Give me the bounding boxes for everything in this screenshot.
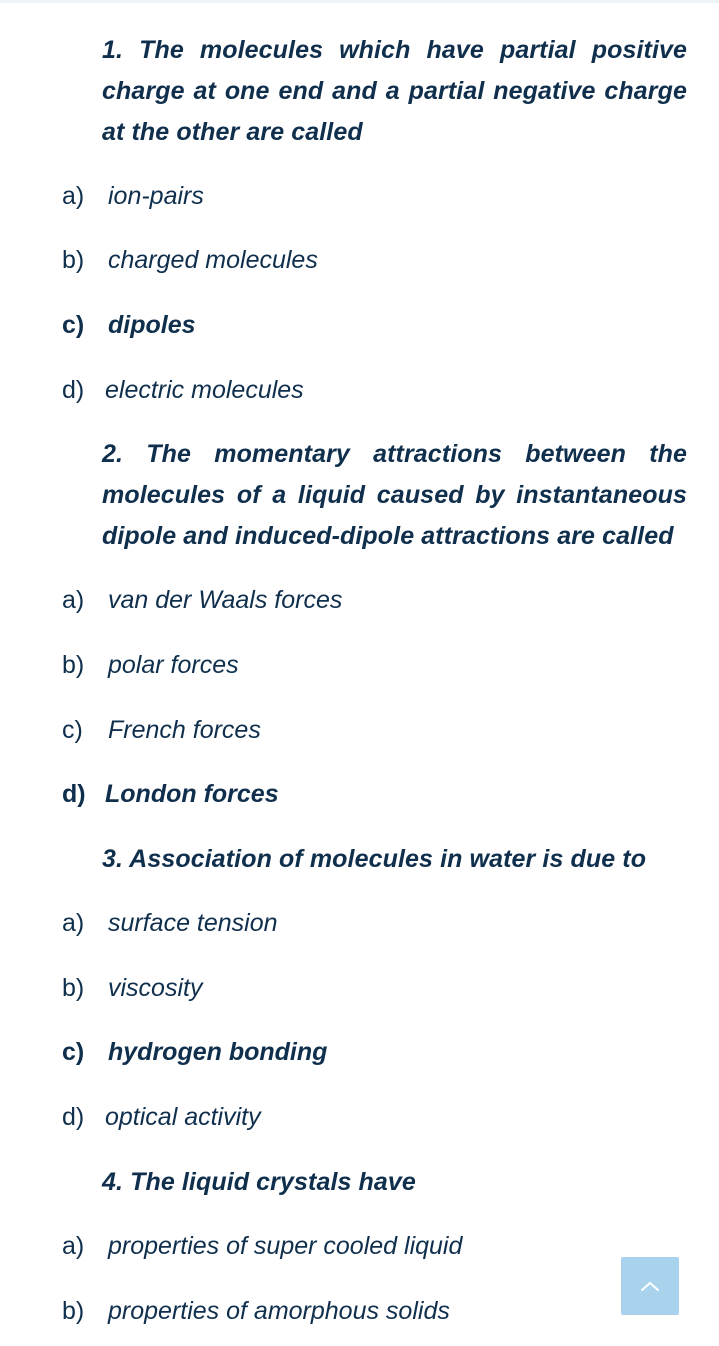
option-letter: a) [62,1232,85,1260]
option-text: polar forces [108,651,239,679]
question-2-option-c[interactable] [62,713,622,747]
option-text: charged molecules [108,246,318,274]
option-text: properties of amorphous solids [108,1297,450,1325]
question-2-option-d-correct[interactable] [62,777,622,811]
option-text: French forces [108,716,261,744]
option-letter: c) [62,716,83,744]
question-3-option-d[interactable] [62,1100,622,1134]
option-letter: b) [62,974,85,1002]
option-letter: b) [62,246,85,274]
question-1-option-d[interactable] [62,373,622,407]
option-letter: c) [62,311,85,339]
question-3-option-a[interactable] [62,906,622,940]
question-2-option-a[interactable] [62,583,622,617]
question-1-option-b[interactable] [62,243,622,277]
option-text: London forces [105,780,279,808]
option-letter: b) [62,651,85,679]
option-letter: d) [62,1103,85,1131]
option-text: properties of super cooled liquid [108,1232,463,1260]
option-letter: a) [62,586,85,614]
question-3-text: 3. Association of molecules in water is due to [102,845,647,873]
question-2-option-b[interactable] [62,648,622,682]
option-text: optical activity [105,1103,261,1131]
option-text: van der Waals forces [108,586,343,614]
scroll-to-top-button[interactable] [621,1257,679,1315]
option-letter: c) [62,1038,85,1066]
question-1-option-c-correct[interactable] [62,308,622,342]
question-4-option-b[interactable] [62,1294,622,1328]
question-4-text: 4. The liquid crystals have [102,1168,416,1196]
option-letter: d) [62,376,85,404]
question-4-option-a[interactable] [62,1229,622,1263]
option-text: ion-pairs [108,182,204,210]
question-2-text: 2. The momentary attractions between the molecules of a liquid caused by instantaneous dipole and induced-dipole attractions are called [102,440,687,550]
option-letter: a) [62,909,85,937]
question-3-option-c-correct[interactable] [62,1035,622,1069]
option-text: viscosity [108,974,203,1002]
option-letter: a) [62,182,85,210]
top-divider [0,0,719,3]
option-text: dipoles [108,311,196,339]
question-1-option-a[interactable] [62,179,622,213]
option-letter: b) [62,1297,85,1325]
option-text: electric molecules [105,376,304,404]
chevron-up-icon [639,1279,661,1293]
option-letter: d) [62,780,86,808]
option-text: hydrogen bonding [108,1038,328,1066]
question-1-text: 1. The molecules which have partial positive charge at one end and a partial negative charge at the other are called [102,36,687,146]
question-3-option-b[interactable] [62,971,622,1005]
option-text: surface tension [108,909,278,937]
